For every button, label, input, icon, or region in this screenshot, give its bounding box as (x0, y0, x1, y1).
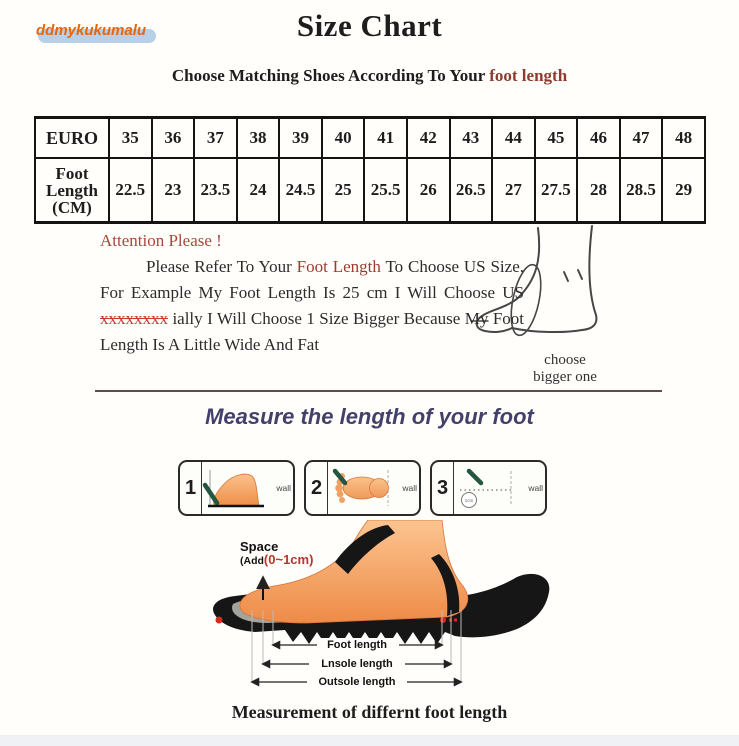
footprint-icon (328, 465, 400, 511)
measure-steps (178, 460, 547, 516)
length-cell: 26 (407, 158, 450, 223)
attention-paragraph (100, 254, 524, 358)
attention-text: Please Refer To Your (146, 257, 297, 276)
length-cell: 26.5 (450, 158, 493, 223)
table-row-euro (35, 118, 705, 159)
length-cell: 24 (237, 158, 280, 223)
euro-cell: 38 (237, 118, 280, 159)
panel-number: 3 (432, 462, 454, 514)
length-cell: 25.5 (364, 158, 407, 223)
euro-cell: 37 (194, 118, 237, 159)
size-table (34, 116, 706, 224)
choose-note-line2: bigger one (533, 369, 597, 385)
measure-panel-2 (304, 460, 421, 516)
subtitle (0, 66, 739, 86)
length-cell: 27.5 (535, 158, 578, 223)
space-label (240, 540, 313, 568)
euro-cell: 41 (364, 118, 407, 159)
dimension-label-outsole-length: Outsole length (318, 676, 396, 688)
attention-text: ially I Will Choose 1 Size Bigger Because My Foot Length Is A Little Wide And Fat (100, 309, 524, 354)
euro-cell: 46 (577, 118, 620, 159)
length-cell: 23.5 (194, 158, 237, 223)
length-cell: 24.5 (279, 158, 322, 223)
euro-cell: 39 (279, 118, 322, 159)
length-cell: 27 (492, 158, 535, 223)
euro-cell: 36 (152, 118, 195, 159)
choose-note-line1: choose (544, 352, 586, 368)
length-cell: 25 (322, 158, 365, 223)
panel3-circle-label: 1cm (464, 498, 474, 503)
attention-foot-length: Foot Length (296, 257, 381, 276)
length-cell: 22.5 (109, 158, 152, 223)
length-cell: 29 (662, 158, 705, 223)
row-header-euro: EURO (35, 118, 109, 159)
euro-cell: 48 (662, 118, 705, 159)
attention-strikethrough: xxxxxxxx (100, 309, 168, 328)
attention-block (100, 231, 524, 358)
attention-text: To Choose US Size. For Example My Foot Length Is 25 cm I Will Choose US (100, 257, 524, 302)
euro-cell: 44 (492, 118, 535, 159)
euro-cell: 40 (322, 118, 365, 159)
measure-panel-3 (430, 460, 547, 516)
subtitle-text: Choose Matching Shoes According To Your (171, 66, 490, 85)
space-label-range: (0~1cm) (263, 552, 314, 567)
dimension-label-insole-length: Lnsole length (321, 658, 393, 670)
row-header-foot-length: Foot Length (CM) (35, 158, 109, 223)
bottom-strip (0, 735, 739, 746)
length-cell: 28.5 (620, 158, 663, 223)
euro-cell: 45 (535, 118, 578, 159)
euro-cell: 35 (109, 118, 152, 159)
panel-number: 1 (180, 462, 202, 514)
euro-cell: 47 (620, 118, 663, 159)
euro-cell: 42 (407, 118, 450, 159)
wall-label: wall (276, 483, 291, 493)
wall-label: wall (402, 483, 417, 493)
wall-label: wall (528, 483, 543, 493)
length-cell: 23 (152, 158, 195, 223)
euro-cell: 43 (450, 118, 493, 159)
section-divider (95, 390, 662, 392)
measure-heading: Measure the length of your foot (205, 404, 534, 429)
foot-side-view-icon (202, 465, 274, 511)
bottom-caption: Measurement of differnt foot length (231, 702, 508, 722)
space-label-line1: Space (240, 539, 279, 554)
panel-number: 2 (306, 462, 328, 514)
subtitle-highlight: foot length (489, 66, 568, 85)
length-cell: 28 (577, 158, 620, 223)
measuring-line-icon (454, 465, 526, 511)
dimension-label-foot-length: Foot length (327, 639, 387, 651)
attention-heading: Attention Please ! (100, 231, 222, 250)
space-label-add: (Add (240, 555, 264, 567)
watermark-text: ddmykukumalu (36, 22, 147, 39)
page-title: Size Chart (296, 8, 443, 43)
measure-panel-1 (178, 460, 295, 516)
choose-bigger-note (515, 352, 615, 386)
table-row-foot-length (35, 158, 705, 223)
